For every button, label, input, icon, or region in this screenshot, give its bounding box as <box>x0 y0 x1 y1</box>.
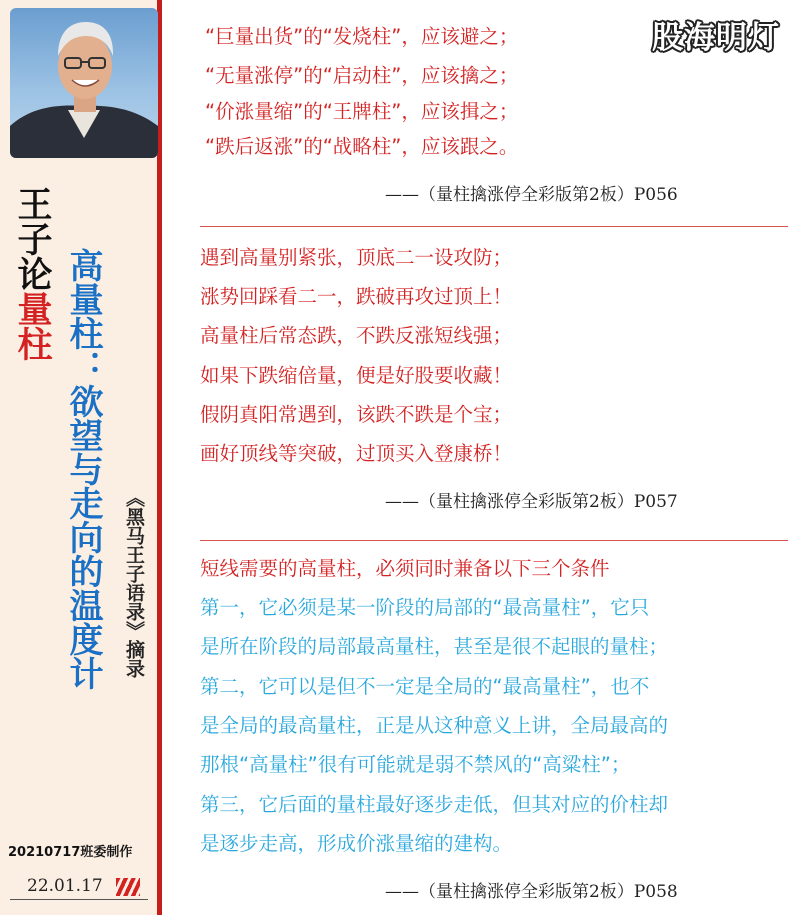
section2-line: 高量柱后常态跌，不跌反涨短线强； <box>200 324 513 347</box>
section3-line: 那根“高量柱”很有可能就是弱不禁风的“高粱柱”； <box>200 753 631 776</box>
section3-line: 是所在阶段的局部最高量柱，甚至是很不起眼的量柱； <box>200 635 669 658</box>
section1-line: “价涨量缩”的“王牌柱”，应该揖之； <box>205 100 519 123</box>
made-by-label: 20210717班委制作 <box>8 845 133 860</box>
section3-heading: 短线需要的高量柱，必须同时兼备以下三个条件 <box>200 557 610 580</box>
sidebar-source: 《黑马王子语录》摘录 <box>123 488 145 678</box>
watermark-logo: 股海明灯 <box>652 20 780 56</box>
section2-line: 遇到高量别紧张，顶底二一设攻防； <box>200 246 513 269</box>
section3-line: 第三，它后面的量柱最好逐步走低，但其对应的价柱却 <box>200 793 669 816</box>
section3-line: 第一，它必须是某一阶段的局部的“最高量柱”，它只 <box>200 596 650 619</box>
section3-citation: ——（量柱擒涨停全彩版第2板）P058 <box>385 882 678 902</box>
author-photo <box>10 8 158 158</box>
section3-line: 是全局的最高量柱，正是从这种意义上讲，全局最高的 <box>200 714 669 737</box>
section1-line: “无量涨停”的“启动柱”，应该擒之； <box>205 64 519 87</box>
sidebar-title <box>12 186 52 361</box>
date-label: 22.01.17 <box>27 876 103 896</box>
section1-line: “跌后返涨”的“战略柱”，应该跟之。 <box>205 135 519 158</box>
section1-line: “巨量出货”的“发烧柱”，应该避之； <box>205 25 519 48</box>
section2-line: 画好顶线等突破，过顶买入登康桥！ <box>200 442 513 465</box>
sidebar-title-part1: 王子论 <box>12 186 52 291</box>
section2-citation: ——（量柱擒涨停全彩版第2板）P057 <box>385 492 678 512</box>
sidebar-title-part2: 量柱 <box>12 291 52 361</box>
section3-line: 第二，它可以是但不一定是全局的“最高量柱”，也不 <box>200 675 650 698</box>
section3-line: 是逐步走高，形成价涨量缩的建构。 <box>200 832 513 855</box>
sidebar-subtitle: 高量柱：欲望与走向的温度计 <box>63 248 103 690</box>
section2-line: 如果下跌缩倍量，便是好股要收藏！ <box>200 364 513 387</box>
section2-line: 假阴真阳常遇到，该跌不跌是个宝； <box>200 403 513 426</box>
section2-line: 涨势回踩看二一，跌破再攻过顶上！ <box>200 285 513 308</box>
date-slash-decoration <box>116 878 140 896</box>
date-underline <box>10 899 148 900</box>
section-divider <box>200 540 788 541</box>
section-divider <box>200 226 788 227</box>
section1-citation: ——（量柱擒涨停全彩版第2板）P056 <box>385 185 678 205</box>
